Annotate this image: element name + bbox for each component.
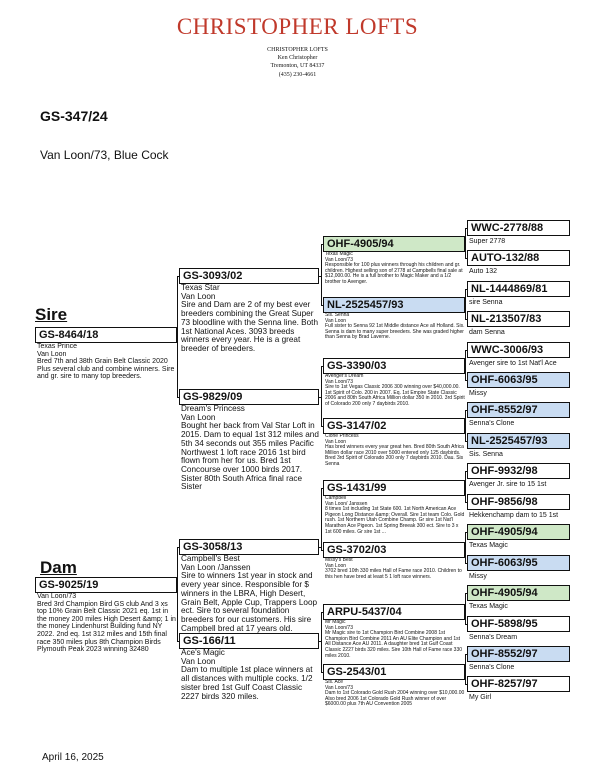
ancestor-band: OHF-8552/97	[467, 402, 570, 418]
notes-line: Van Loon/ Janssen	[325, 500, 368, 507]
pedigree-connector	[321, 488, 324, 489]
pedigree-connector	[465, 532, 467, 533]
pedigree-connector	[465, 471, 466, 502]
notes-line: 8 times 1st including 1st State 600. 1st North American Ace Pigeon Long Distance &amp; Overall. Sire 1st team Colo. Gold rush. 1st Northern Utah Combine Champ. Gr sire 1st Nat'l Marathon Ace Pigeon. 1st Spring Breeak 300 ect. Sire to 3 x 1st 600 miles. Gr sire 1st ...	[325, 506, 465, 535]
great-grandparent-notes	[325, 496, 465, 540]
parent-band: GS-8464/18	[35, 327, 177, 343]
notes-line: Missy's Best	[325, 557, 353, 563]
great-grandparent-notes	[325, 252, 465, 296]
notes-line: Van Loon/73	[325, 624, 353, 631]
pedigree-connector	[465, 654, 467, 655]
pedigree-connector	[465, 350, 466, 380]
pedigree-connector	[321, 244, 324, 245]
pedigree-connector	[319, 276, 322, 277]
great-grandparent-band: GS-3702/03	[323, 542, 465, 558]
notes-line: Clone Princess	[325, 433, 359, 439]
grandparent-notes	[181, 284, 319, 384]
notes-line: Van Loon/73	[325, 684, 353, 691]
pedigree-id: GS-347/24	[40, 108, 108, 124]
bird-name: Van Loon/73, Blue Cock	[40, 148, 169, 162]
pedigree-connector	[321, 672, 324, 673]
notes-line: Van Loon	[325, 317, 347, 324]
pedigree-connector	[465, 532, 466, 563]
header-line: CHRISTOPHER LOFTS	[267, 47, 328, 53]
pedigree-connector	[319, 397, 322, 398]
notes-line: Van Loon	[37, 350, 67, 358]
ancestor-label: Missy	[469, 390, 487, 397]
grandparent-notes	[181, 405, 319, 515]
ancestor-label: Avenger Jr. sire to 15 1st	[469, 481, 547, 488]
notes-line: Van Loon/73	[37, 593, 77, 600]
pedigree-connector	[465, 289, 466, 319]
great-grandparent-band: OHF-4905/94	[323, 236, 465, 252]
ancestor-label: Avenger sire to 1st Nat'l Ace	[469, 360, 557, 367]
ancestor-band: OHF-9932/98	[467, 463, 570, 479]
great-grandparent-band: GS-1431/99	[323, 480, 465, 496]
great-grandparent-band: GS-3390/03	[323, 358, 465, 374]
ancestor-band: OHF-6063/95	[467, 372, 570, 388]
notes-line: Avenger's Dream	[325, 373, 364, 379]
great-grandparent-notes	[325, 374, 465, 418]
grandparent-band: GS-3093/02	[179, 268, 319, 284]
pedigree-connector	[177, 641, 180, 642]
notes-line: Sis. Ace	[325, 679, 344, 685]
ancestor-band: NL-1444869/81	[467, 281, 570, 297]
ancestor-label: Senna's Clone	[469, 664, 515, 671]
pedigree-connector	[465, 258, 467, 259]
great-grandparent-band: GS-3147/02	[323, 418, 465, 434]
ancestor-label: Texas Magic	[469, 603, 508, 610]
notes-line: Bred 3rd Champion Bird GS club And 3 xs top 10% Grain Belt Classic 2021 eq. 1st in the money 200 miles High Desert &amp; 1 in the money Lindenhurst Building fund NY 2022. 2nd eq. 1st 312 miles and 15th final race 350 miles plus 8th Champion Birds Plymouth Peak 2023 winning 32480	[37, 600, 176, 654]
notes-line: Campbell's Best	[181, 554, 240, 563]
notes-line: Van Loon/73	[325, 378, 353, 385]
grandparent-notes	[181, 649, 319, 709]
notes-line: Responsible for 100 plus winners through his children and gr. children. Highest selling son of 2778 at Campbells final sale at $12,000.00. He is a full brother to Magic Maker and a 1/2 brother to Avenger.	[325, 262, 463, 285]
great-grandparent-notes	[325, 680, 465, 724]
loft-title: CHRISTOPHER LOFTS	[176, 14, 419, 39]
pedigree-connector	[177, 276, 178, 398]
pedigree-connector	[177, 276, 180, 277]
ancestor-label: Super 2778	[469, 238, 506, 245]
great-grandparent-notes	[325, 313, 465, 357]
pedigree-connector	[465, 228, 467, 229]
ancestor-band: OHF-8257/97	[467, 676, 570, 692]
grandparent-band: GS-3058/13	[179, 539, 319, 555]
notes-line: Mr Magic sire to 1st Champion Bird Combine 2008 1st Champion Bird Combine 2011 An AU Elite Champion and 1st All Distance Ace AU 2011. A daughter bred 1st Gulf Coast Classic 2227 birds 320 miles. Sire 10th Hall of Fame race 330 miles 2010.	[325, 630, 463, 659]
ancestor-label: My Girl	[469, 694, 492, 701]
notes-line: Dam to multiple 1st place winners at all distances with multiple cocks. 1/2 sister bred 1st Gulf Coast Classic 2227 birds 320 miles.	[181, 665, 313, 701]
notes-line: Ace's Magic	[181, 648, 225, 657]
pedigree-connector	[321, 426, 324, 427]
notes-line: Sis. Senna	[325, 312, 350, 318]
ancestor-label: Sis. Senna	[469, 451, 503, 458]
notes-line: Has bred winners every year great hen. Bred 80th South Africa Million dollar race 2010 over 5000 entered only 125 daybirds. Bred 3rd Spirit of Colorado 200 only 7 daybirds 2010. Dau. Sis Senna	[325, 444, 464, 467]
sire-label: Sire	[35, 305, 68, 324]
ancestor-band: OHF-4905/94	[467, 524, 570, 540]
pedigree-connector	[465, 593, 466, 624]
ancestor-band: OHF-4905/94	[467, 585, 570, 601]
notes-line: Dream's Princess	[181, 404, 245, 413]
notes-line: Van Loon	[325, 438, 347, 445]
ancestor-band: NL-2525457/93	[467, 433, 570, 449]
notes-line: Campbell	[325, 495, 347, 501]
ancestor-band: OHF-5898/95	[467, 616, 570, 632]
notes-line: Bought her back from Val Star Loft in 2015. Dam to equal 1st 312 miles and 5th 34 seconds out 355 miles Pacific Northwest 1 loft race 2016 1st bird flown from her for us. Bred 1st Concourse over 1000 birds 2017. Sister 80th South Africa final race Sister	[181, 421, 319, 492]
pedigree-connector	[321, 550, 324, 551]
ancestor-label: Hekkenchamp dam to 15 1st	[469, 512, 559, 519]
pedigree-connector	[321, 366, 324, 367]
pedigree-connector	[321, 488, 322, 550]
notes-line: Texas Prince	[37, 343, 78, 350]
pedigree-connector	[465, 319, 467, 320]
notes-line: Van Loon	[325, 562, 347, 569]
notes-line: Van Loon /Janssen	[181, 562, 251, 572]
ancestor-label: dam Senna	[469, 329, 505, 336]
pedigree-connector	[465, 624, 467, 625]
notes-line: Mr Magic	[325, 619, 346, 625]
ancestor-band: NL-213507/83	[467, 311, 570, 327]
notes-line: Van Loon/73	[325, 256, 353, 263]
ancestor-band: OHF-9856/98	[467, 494, 570, 510]
great-grandparent-notes	[325, 620, 465, 664]
pedigree-connector	[321, 366, 322, 426]
pedigree-connector	[321, 305, 324, 306]
notes-line: Van Loon	[181, 291, 216, 301]
pedigree-connector	[465, 350, 467, 351]
pedigree-connector	[465, 593, 467, 594]
header-line: Tremonton, UT 84337	[270, 63, 325, 69]
notes-line: Texas Magic	[325, 251, 353, 257]
pedigree-connector	[177, 547, 178, 642]
pedigree-connector	[465, 471, 467, 472]
pedigree-connector	[321, 612, 324, 613]
pedigree-connector	[465, 654, 466, 684]
ancestor-label: sire Senna	[469, 299, 503, 306]
ancestor-label: Auto 132	[469, 268, 498, 275]
grandparent-notes	[181, 554, 319, 633]
grandparent-band: GS-166/11	[179, 633, 319, 649]
pedigree-connector	[465, 563, 467, 564]
great-grandparent-band: NL-2525457/93	[323, 297, 465, 313]
great-grandparent-band: ARPU-5437/04	[323, 604, 465, 620]
header-line: (435) 230-4661	[278, 72, 317, 78]
pedigree-connector	[465, 380, 467, 381]
ancestor-label: Senna's Dream	[469, 634, 518, 641]
great-grandparent-notes	[325, 434, 465, 478]
ancestor-band: WWC-2778/88	[467, 220, 570, 236]
notes-line: Bred 7th and 38th Grain Belt Classic 2020 Plus several club and combine winners. Sire and gr. sire to many top breeders.	[37, 358, 175, 381]
notes-line: Full sister to Senna 92 1st Middle distance Ace all Holland. Sis. Senna is dam to many super breeders. She was graded higher than Senna by Brad Laverne.	[325, 323, 465, 341]
pedigree-connector	[465, 410, 466, 441]
ancestor-label: Texas Magic	[469, 542, 508, 549]
pedigree-connector	[321, 612, 322, 672]
pedigree-connector	[465, 441, 467, 442]
ancestor-label: Senna's Clone	[469, 420, 515, 427]
dam-label: Dam	[40, 558, 77, 577]
notes-line: Van Loon	[181, 656, 216, 666]
ancestor-label: Missy	[469, 573, 487, 580]
pedigree-connector	[319, 641, 322, 642]
notes-line: Sire and Dam are 2 of my best ever breeders combining the Great Super 73 bloodline with the Senna line. Both 1st National Aces. 3093 breeds winners every year. He is a great breeder of breeders.	[181, 300, 319, 353]
parent-band: GS-9025/19	[35, 577, 177, 593]
notes-line: Dam to 1st Colorado Gold Rush 2004 winning over $10,000.00 Also bred 2006 1st Colorado Gold Rush winner of over $6000.00 plus 7th AU Convention 2005	[325, 690, 465, 708]
parent-notes	[37, 593, 177, 713]
pedigree-connector	[177, 397, 180, 398]
pedigree-connector	[465, 684, 467, 685]
grandparent-band: GS-9829/09	[179, 389, 319, 405]
pedigree-connector	[465, 228, 466, 258]
parent-notes	[37, 343, 177, 399]
ancestor-band: OHF-6063/95	[467, 555, 570, 571]
pedigree-connector	[465, 502, 467, 503]
header-line: Ken Christopher	[277, 55, 318, 61]
ancestor-band: OHF-8552/97	[467, 646, 570, 662]
pedigree-connector	[465, 410, 467, 411]
great-grandparent-band: GS-2543/01	[323, 664, 465, 680]
ancestor-band: AUTO-132/88	[467, 250, 570, 266]
pedigree-connector	[465, 289, 467, 290]
pedigree-connector	[321, 244, 322, 305]
notes-line: Van Loon	[181, 412, 216, 422]
notes-line: Texas Star	[181, 283, 220, 292]
pedigree-connector	[319, 547, 322, 548]
great-grandparent-notes	[325, 558, 465, 602]
notes-line: Sire to winners 1st year in stock and every year since. Responsible for $ winners in the LBRA, High Desert, Grain Belt, Apple Cup, Trappers Loop ect. Sire to several foundation breeders for our customers. His sire Campbell bred at 17 years old.	[181, 571, 318, 633]
notes-line: 3702 bred 10th 330 miles Hall of Fame race 2010. Children to this hen have bred at least 5 1 loft race winners.	[325, 568, 462, 580]
pedigree-connector	[177, 547, 180, 548]
print-date: April 16, 2025	[42, 752, 104, 763]
ancestor-band: WWC-3006/93	[467, 342, 570, 358]
notes-line: Sire to 1st Vegas Classic 2006 300 winning over $40,000.00. 1st Spirit of Colo. 200 in 2007. Eq. 1st Empire State Classic 2006 and 80th South Africa Million dollar 350 in 2010. 3rd Spirit of Colorado 200 only 7 daybirds 2010.	[325, 384, 465, 407]
